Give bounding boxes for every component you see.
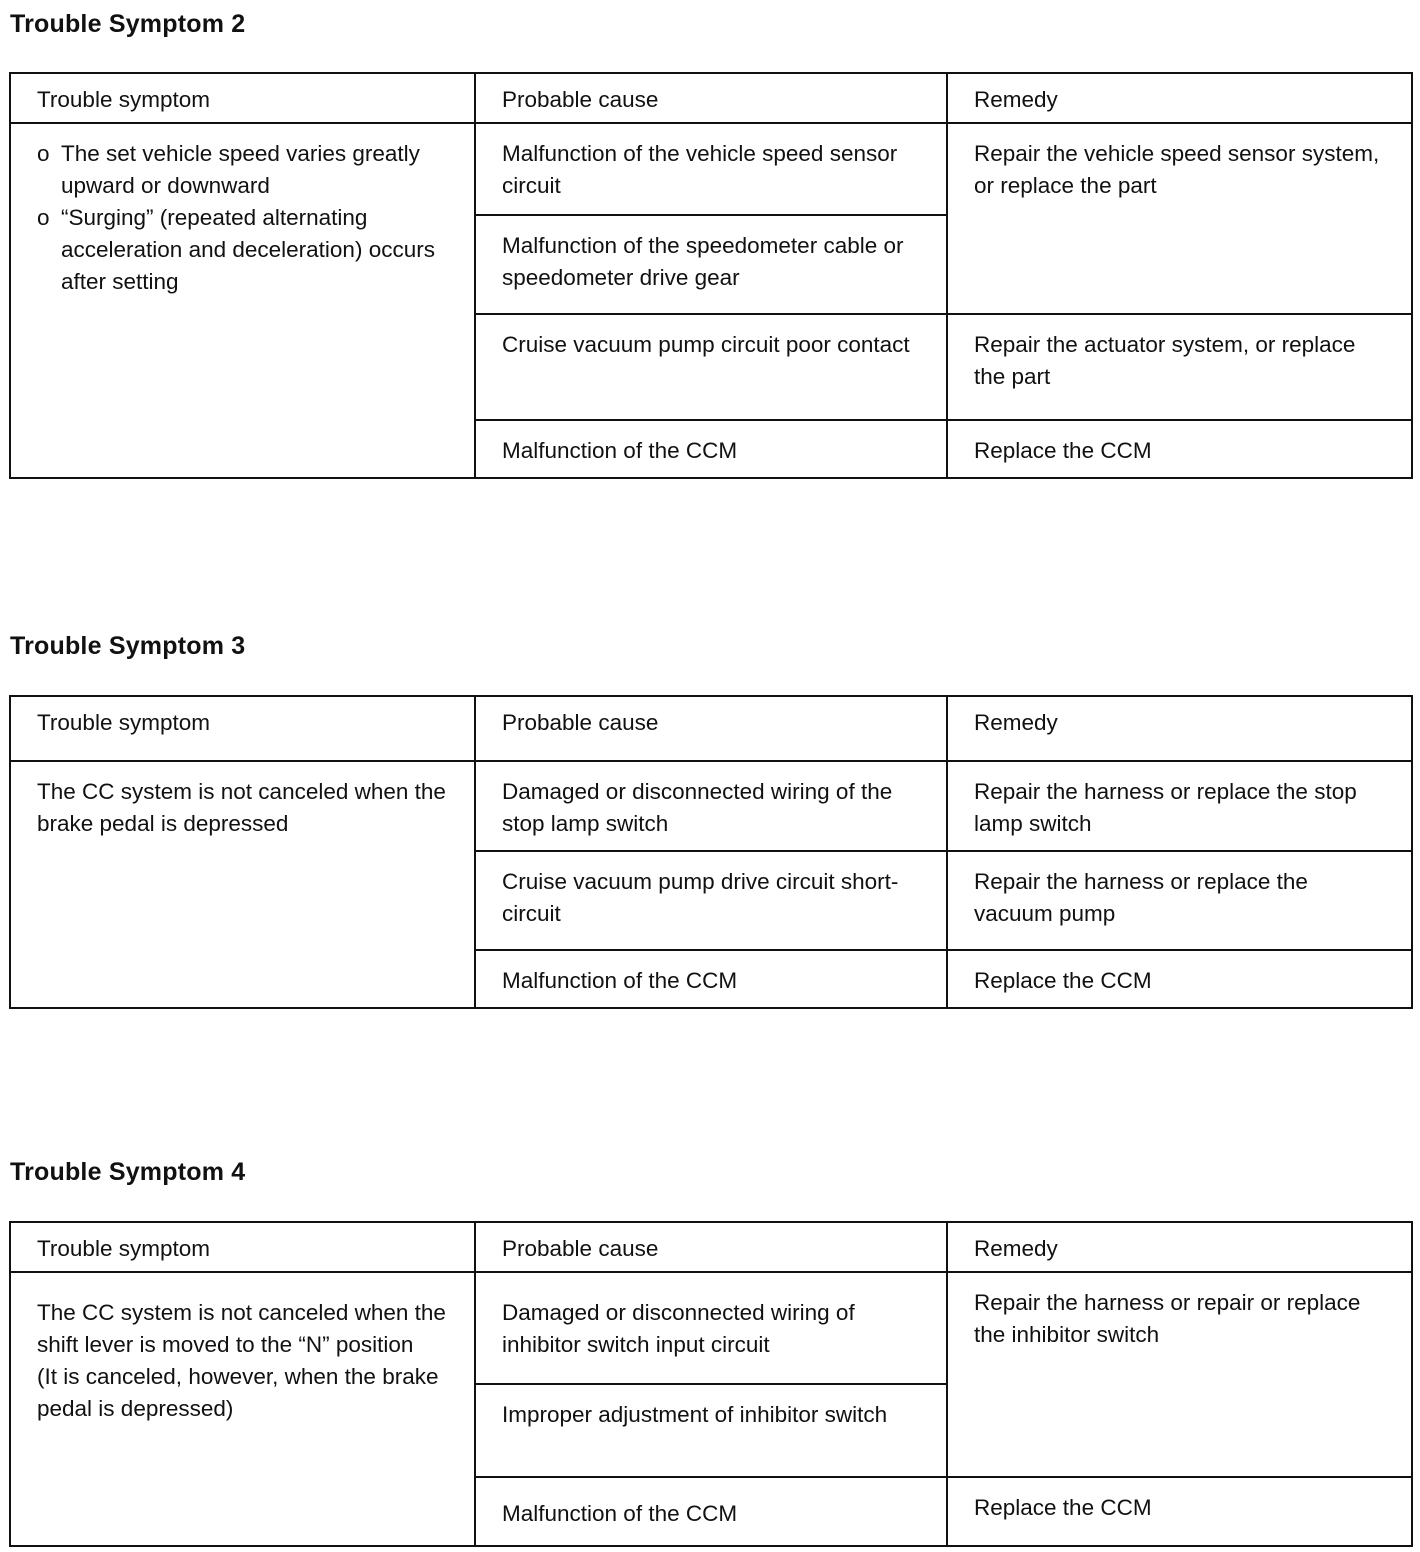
trouble-table-3 (9, 695, 1413, 1009)
symptom-line: The CC system is not canceled when the shift lever is moved to the “N” position (37, 1300, 446, 1357)
symptom-line: (It is canceled, however, when the brake pedal is depressed) (37, 1364, 439, 1421)
remedy-cell: Repair the vehicle speed sensor system, or replace the part (947, 123, 1412, 314)
remedy-cell: Replace the CCM (947, 420, 1412, 478)
table-header-row (10, 73, 1412, 123)
cause-cell: Malfunction of the CCM (475, 1477, 947, 1546)
remedy-cell: Replace the CCM (947, 1477, 1412, 1546)
cause-cell: Improper adjustment of inhibitor switch (475, 1384, 947, 1477)
symptom-cell (10, 1272, 475, 1546)
cause-cell: Damaged or disconnected wiring of the stop lamp switch (475, 761, 947, 851)
header-probable-cause: Probable cause (475, 696, 947, 761)
cause-cell: Malfunction of the speedometer cable or speedometer drive gear (475, 215, 947, 314)
header-probable-cause: Probable cause (475, 73, 947, 123)
cause-cell: Malfunction of the CCM (475, 950, 947, 1008)
remedy-cell: Repair the harness or replace the stop lamp switch (947, 761, 1412, 851)
symptom-cell (10, 123, 475, 478)
remedy-cell: Repair the harness or repair or replace the inhibitor switch (947, 1272, 1412, 1477)
cause-cell: Malfunction of the CCM (475, 420, 947, 478)
table-row (10, 1272, 1412, 1384)
table-row (10, 123, 1412, 215)
header-remedy: Remedy (947, 696, 1412, 761)
symptom-item: o The set vehicle speed varies greatly upward or downward (37, 141, 420, 198)
section-title: Trouble Symptom 3 (10, 632, 246, 660)
remedy-cell: Replace the CCM (947, 950, 1412, 1008)
symptom-item: o “Surging” (repeated alternating acceleration and deceleration) occurs after setting (37, 205, 435, 294)
table-row (10, 761, 1412, 851)
header-trouble-symptom: Trouble symptom (10, 696, 475, 761)
section-title: Trouble Symptom 4 (10, 1158, 246, 1186)
symptom-cell: The CC system is not canceled when the brake pedal is depressed (10, 761, 475, 1008)
header-probable-cause: Probable cause (475, 1222, 947, 1272)
header-trouble-symptom: Trouble symptom (10, 1222, 475, 1272)
trouble-table-4 (9, 1221, 1413, 1547)
header-remedy: Remedy (947, 73, 1412, 123)
header-remedy: Remedy (947, 1222, 1412, 1272)
cause-cell: Damaged or disconnected wiring of inhibitor switch input circuit (475, 1272, 947, 1384)
trouble-table-2 (9, 72, 1413, 479)
table-header-row (10, 696, 1412, 761)
cause-cell: Cruise vacuum pump drive circuit short-circuit (475, 851, 947, 950)
header-trouble-symptom: Trouble symptom (10, 73, 475, 123)
cause-cell: Cruise vacuum pump circuit poor contact (475, 314, 947, 420)
section-title: Trouble Symptom 2 (10, 10, 246, 38)
remedy-cell: Repair the harness or replace the vacuum pump (947, 851, 1412, 950)
table-header-row (10, 1222, 1412, 1272)
remedy-cell: Repair the actuator system, or replace the part (947, 314, 1412, 420)
cause-cell: Malfunction of the vehicle speed sensor circuit (475, 123, 947, 215)
